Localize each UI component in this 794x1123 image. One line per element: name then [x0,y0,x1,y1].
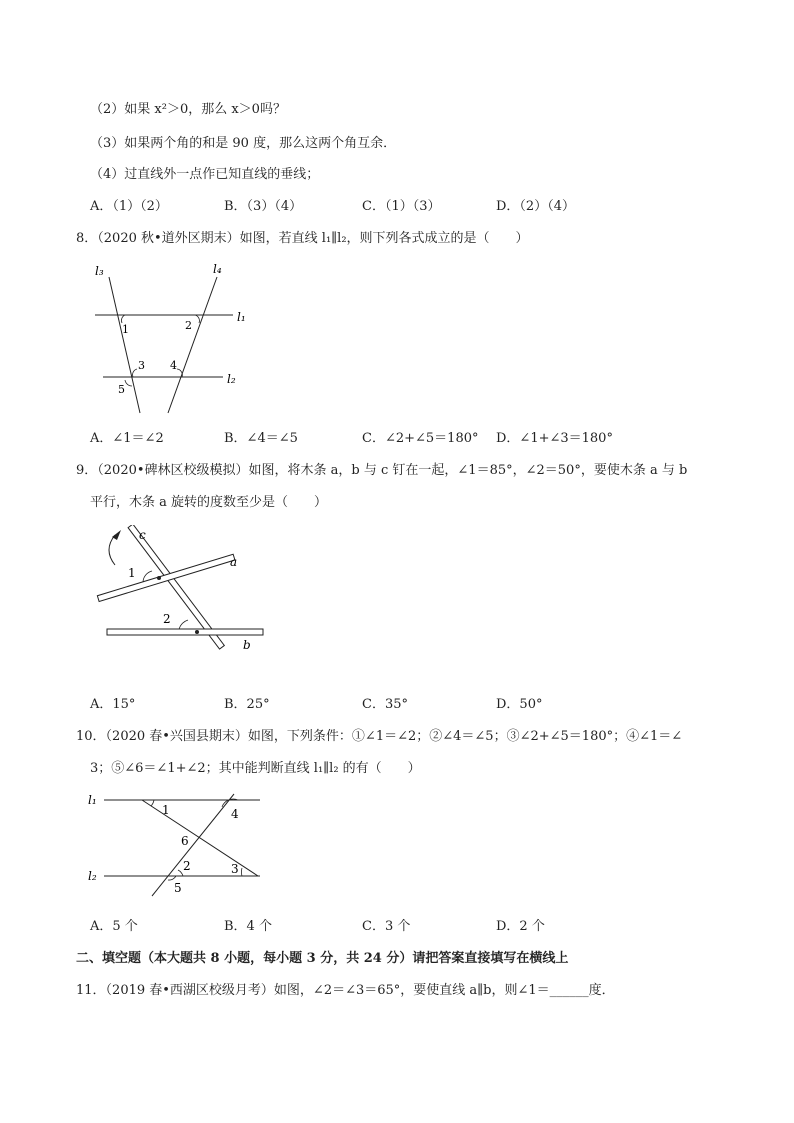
label-c: c [139,528,146,542]
q8-option-d: D．∠1+∠3＝180° [496,431,613,446]
label-angle-5: 5 [174,881,182,895]
q8-option-a: A．∠1＝∠2 [90,431,164,446]
label-angle-2: 2 [183,859,191,873]
angle-mark-3 [133,369,137,377]
q10-option-b: B．4 个 [224,919,272,934]
label-angle-6: 6 [181,834,189,848]
q10-option-a: A．5 个 [90,919,138,934]
q9-figure [75,525,275,685]
label-l1: l₁ [88,793,97,807]
label-angle-1: 1 [122,323,129,336]
angle-mark-2 [195,315,199,323]
q8-figure [85,255,255,420]
angle-mark-1 [151,800,154,806]
q11-stem: 11．（2019 春•西湖区校级月考）如图，∠2＝∠3＝65°，要使直线 a∥b，则∠1＝______度． [76,983,615,998]
q10-stem-line-1: 10．（2020 春•兴国县期末）如图，下列条件：①∠1＝∠2；②∠4＝∠5；③∠2+∠5＝180°；④∠1＝∠ [76,729,683,744]
angle-mark-3 [241,868,242,876]
q10-option-c: C．3 个 [362,919,411,934]
transversal-1 [142,800,258,876]
nail-1 [157,576,161,580]
q7-option-a: A．（1）（2） [90,199,168,214]
q8-option-b: B．∠4＝∠5 [224,431,298,446]
q7-option-d: D．（2）（4） [496,199,575,214]
label-l2: l₂ [227,372,236,386]
label-angle-1: 1 [162,803,170,817]
label-angle-4: 4 [231,807,239,821]
q7-item-3: （3）如果两个角的和是 90 度，那么这两个角互余． [90,136,397,151]
q9-stem-line-1: 9．（2020•碑林区校级模拟）如图，将木条 a，b 与 c 钉在一起，∠1＝85°，∠2＝50°，要使木条 a 与 b [76,463,688,478]
q9-stem-line-2: 平行，木条 a 旋转的度数至少是（ ） [90,495,328,510]
rotation-arrow [109,535,115,565]
label-angle-3: 3 [138,359,145,372]
q7-option-c: C．（1）（3） [362,199,441,214]
label-angle-2: 2 [163,612,171,626]
q9-option-b: B．25° [224,697,270,712]
q8-stem: 8．（2020 秋•道外区期末）如图，若直线 l₁∥l₂，则下列各式成立的是（ ） [76,231,529,246]
rotation-arrow-head [112,530,121,540]
label-a: a [230,555,238,569]
label-l1: l₁ [237,310,246,324]
label-angle-4: 4 [170,359,177,372]
q10-option-d: D．2 个 [496,919,545,934]
label-angle-3: 3 [231,862,239,876]
q10-stem-line-2: 3；⑤∠6＝∠1+∠2；其中能判断直线 l₁∥l₂ 的有（ ） [90,761,421,776]
label-angle-5: 5 [118,383,125,396]
label-b: b [243,638,251,652]
line-l4 [168,277,217,413]
label-l2: l₂ [88,869,97,883]
q9-option-c: C．35° [362,697,408,712]
label-l4: l₄ [213,262,222,276]
q9-option-d: D．50° [496,697,543,712]
angle-mark-2 [179,620,188,629]
stick-a [97,554,238,601]
label-angle-1: 1 [128,566,136,580]
q7-item-4: （4）过直线外一点作已知直线的垂线； [90,167,320,182]
angle-mark-5 [168,876,176,880]
nail-2 [195,630,199,634]
label-l3: l₃ [95,264,104,278]
angle-mark-5 [125,380,132,386]
q7-item-2: （2）如果 x²＞0，那么 x＞0吗？ [90,102,286,117]
q7-option-b: B．（3）（4） [224,199,303,214]
label-angle-2: 2 [185,319,192,332]
q8-option-c: C．∠2+∠5＝180° [362,431,479,446]
section-2-heading: 二、填空题（本大题共 8 小题，每小题 3 分，共 24 分）请把答案直接填写在横线上 [76,951,569,966]
q10-figure [82,788,272,908]
q9-option-a: A．15° [90,697,136,712]
stick-b [107,629,263,635]
angle-mark-1 [121,315,125,323]
